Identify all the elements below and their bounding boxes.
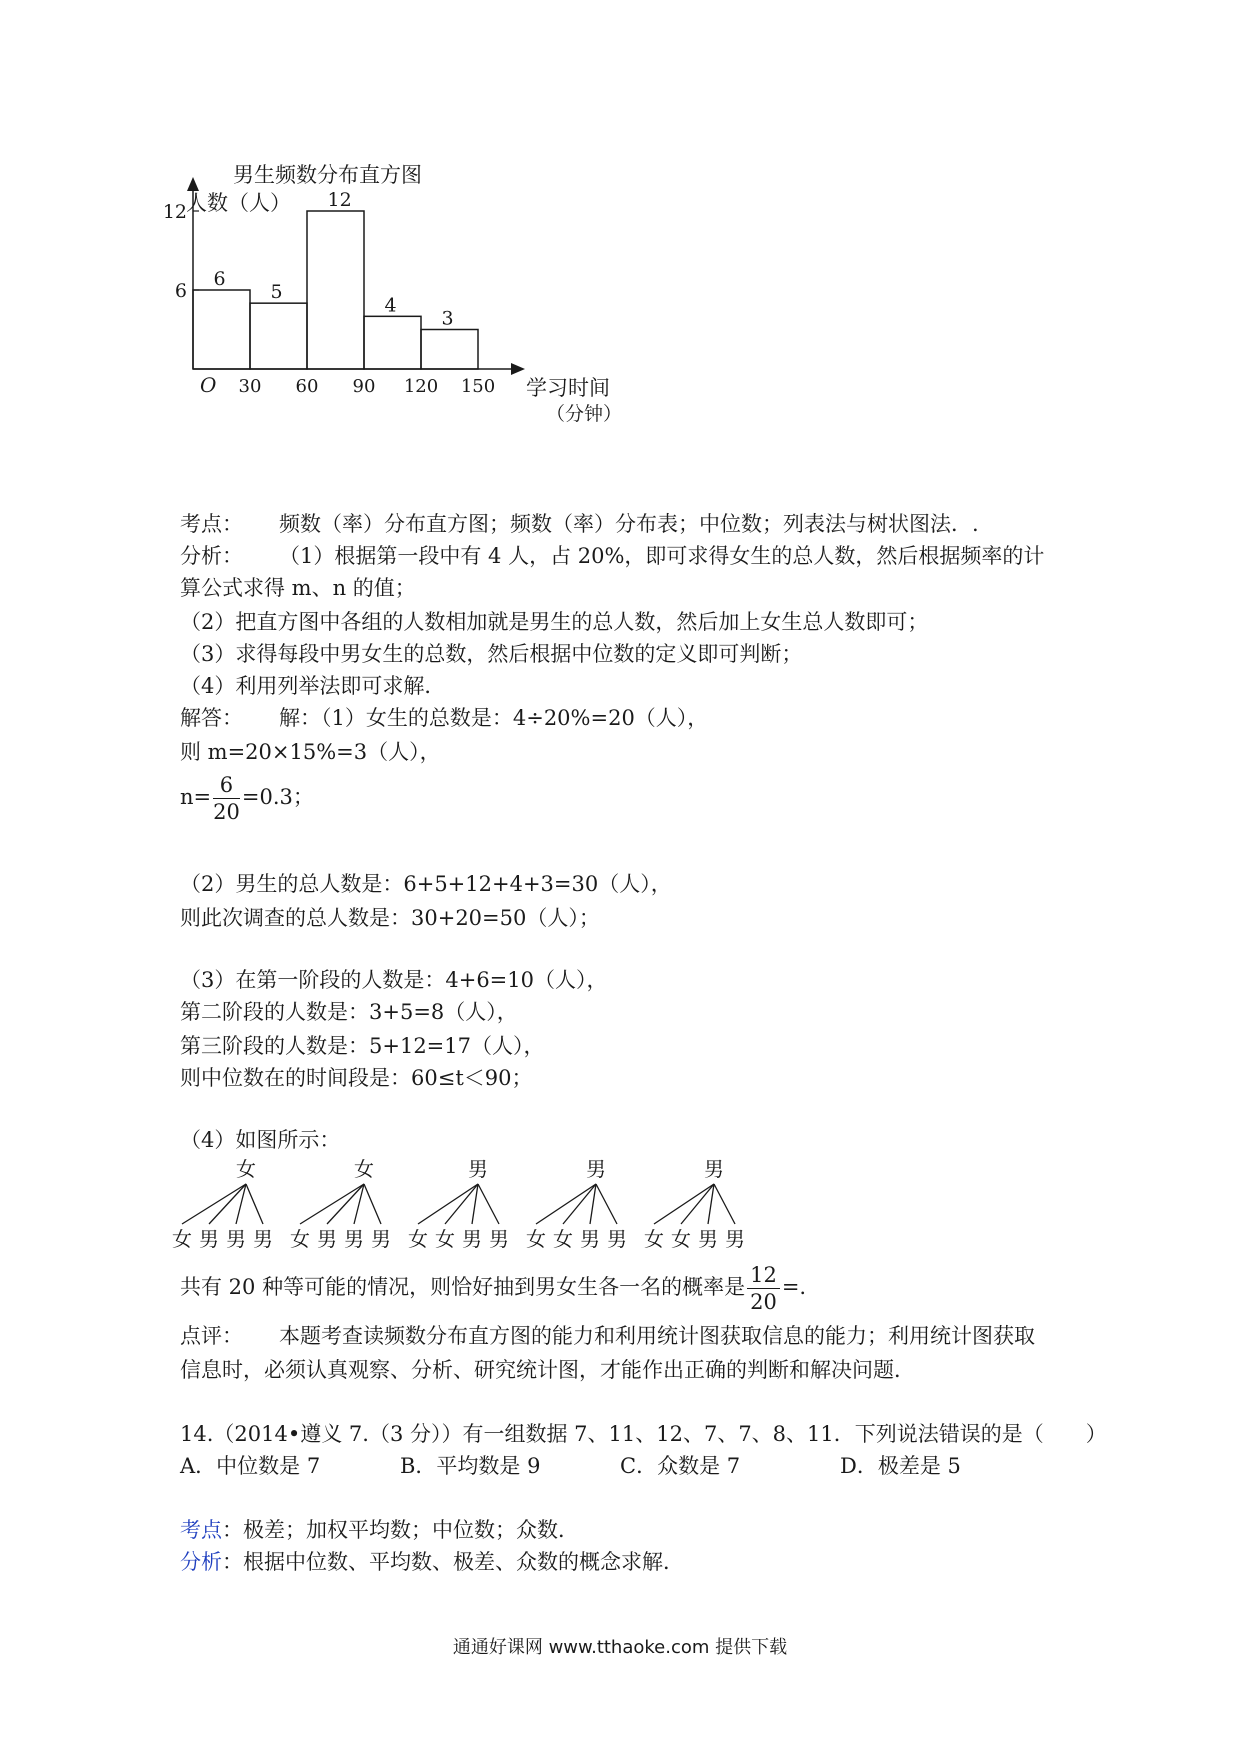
result-fraction bbox=[747, 1262, 780, 1315]
tree-leaf-node: 女 bbox=[172, 1227, 192, 1251]
tree-leaf-node: 男 bbox=[462, 1227, 482, 1251]
fenxi-text-2: 算公式求得 m、n 的值； bbox=[180, 576, 416, 600]
fenxi-line bbox=[180, 542, 1044, 570]
result-suffix: =. bbox=[781, 1275, 807, 1299]
tree-leaf-node: 女 bbox=[526, 1227, 546, 1251]
y-axis-label: 人数（人） bbox=[186, 191, 291, 215]
dianping-line bbox=[180, 1322, 1035, 1350]
tree-leaf-node: 男 bbox=[698, 1227, 718, 1251]
tree-leaf-node: 男 bbox=[344, 1227, 364, 1251]
q14-kaodian-text: ：极差；加权平均数；中位数；众数． bbox=[222, 1518, 579, 1542]
bar-value-label: 6 bbox=[213, 268, 226, 290]
histogram-bar bbox=[421, 330, 478, 370]
fenxi-label: 分析： bbox=[180, 544, 243, 568]
histogram-chart bbox=[162, 160, 800, 460]
q14-option-d: D．极差是 5 bbox=[840, 1454, 961, 1478]
tree-leaf-node: 女 bbox=[408, 1227, 428, 1251]
tree-branch bbox=[246, 1184, 263, 1224]
jieda-line bbox=[180, 704, 708, 732]
tree-leaf-node: 女 bbox=[553, 1227, 573, 1251]
q14-fenxi-label: 分析 bbox=[180, 1550, 222, 1574]
x-tick-label: 90 bbox=[352, 376, 376, 397]
x-axis-unit: （分钟） bbox=[546, 403, 623, 425]
part2-text-1: （2）男生的总人数是：6+5+12+4+3=30（人）， bbox=[180, 872, 672, 896]
n-fraction bbox=[213, 772, 240, 825]
chart-title: 男生频数分布直方图 bbox=[233, 163, 422, 187]
tree-root-node: 女 bbox=[236, 1157, 256, 1181]
tree-leaf-node: 男 bbox=[725, 1227, 745, 1251]
tree-leaf-node: 男 bbox=[607, 1227, 627, 1251]
result-prefix: 共有 20 种等可能的情况，则恰好抽到男女生各一名的概率是 bbox=[180, 1275, 746, 1299]
bar-value-label: 3 bbox=[441, 307, 454, 330]
q14-option-c: C．众数是 7 bbox=[620, 1454, 741, 1478]
q14-fenxi-text: ：根据中位数、平均数、极差、众数的概念求解． bbox=[222, 1550, 684, 1574]
histogram-bar bbox=[307, 211, 364, 369]
y-tick-label: 6 bbox=[174, 280, 187, 302]
origin-label: O bbox=[200, 373, 217, 397]
kaodian-text: 频数（率）分布直方图；频数（率）分布表；中位数；列表法与树状图法．. bbox=[279, 512, 979, 536]
tree-leaf-node: 女 bbox=[290, 1227, 310, 1251]
part4-text-1: （4）如图所示： bbox=[180, 1128, 341, 1152]
x-tick-label: 60 bbox=[295, 376, 319, 397]
dianping-text-2: 信息时，必须认真观察、分析、研究统计图，才能作出正确的判断和解决问题． bbox=[180, 1358, 915, 1382]
x-tick-label: 120 bbox=[403, 376, 439, 397]
y-tick-label: 12 bbox=[162, 201, 187, 223]
fenxi-text-1: （1）根据第一段中有 4 人，占 20%，即可求得女生的总人数，然后根据频率的计 bbox=[279, 544, 1045, 568]
fenxi-text-3: （2）把直方图中各组的人数相加就是男生的总人数，然后加上女生总人数即可； bbox=[180, 610, 929, 634]
part3-text-3: 第三阶段的人数是：5+12=17（人）， bbox=[180, 1034, 545, 1058]
tree-leaf-node: 女 bbox=[644, 1227, 664, 1251]
fenxi-text-4: （3）求得每段中男女生的总数，然后根据中位数的定义即可判断； bbox=[180, 642, 803, 666]
part2-text-2: 则此次调查的总人数是：30+20=50（人）； bbox=[180, 906, 600, 930]
part3-text-1: （3）在第一阶段的人数是：4+6=10（人）， bbox=[180, 968, 608, 992]
dianping-text-1: 本题考查读频数分布直方图的能力和利用统计图获取信息的能力；利用统计图获取 bbox=[279, 1324, 1035, 1348]
n-equation bbox=[180, 772, 314, 825]
x-tick-label: 30 bbox=[238, 376, 262, 397]
q14-kaodian-label: 考点 bbox=[180, 1518, 222, 1542]
tree-leaf-node: 男 bbox=[489, 1227, 509, 1251]
tree-branch bbox=[478, 1184, 499, 1224]
kaodian-label: 考点： bbox=[180, 512, 243, 536]
tree-root-node: 女 bbox=[354, 1157, 374, 1181]
tree-leaf-node: 男 bbox=[371, 1227, 391, 1251]
dianping-label: 点评： bbox=[180, 1324, 243, 1348]
tree-branch bbox=[418, 1184, 478, 1224]
tree-leaf-node: 男 bbox=[253, 1227, 273, 1251]
tree-root-node: 男 bbox=[704, 1157, 724, 1181]
jieda-text-2: 则 m=20×15%=3（人）， bbox=[180, 740, 441, 764]
y-axis-arrow bbox=[187, 177, 199, 191]
tree-branch bbox=[714, 1184, 735, 1224]
jieda-label: 解答： bbox=[180, 706, 243, 730]
result-denominator: 20 bbox=[750, 1290, 777, 1314]
jieda-text-1: 解：（1）女生的总数是：4÷20%=20（人）， bbox=[279, 706, 709, 730]
tree-diagram bbox=[170, 1152, 790, 1252]
q14-option-a: A．中位数是 7 bbox=[180, 1454, 321, 1478]
tree-branch bbox=[364, 1184, 381, 1224]
tree-leaf-node: 女 bbox=[435, 1227, 455, 1251]
tree-leaf-node: 男 bbox=[226, 1227, 246, 1251]
n-numerator: 6 bbox=[213, 772, 240, 799]
n-prefix: n= bbox=[180, 785, 212, 809]
result-line bbox=[180, 1262, 806, 1315]
x-axis-arrow bbox=[511, 363, 525, 375]
x-axis-label: 学习时间 bbox=[526, 376, 610, 400]
tree-branch bbox=[536, 1184, 596, 1224]
histogram-bar bbox=[193, 290, 250, 369]
part3-text-2: 第二阶段的人数是：3+5=8（人）， bbox=[180, 1000, 518, 1024]
n-suffix: =0.3； bbox=[241, 785, 314, 809]
tree-root-node: 男 bbox=[586, 1157, 606, 1181]
fenxi-text-5: （4）利用列举法即可求解． bbox=[180, 674, 446, 698]
histogram-bar bbox=[250, 303, 307, 369]
tree-leaf-node: 男 bbox=[580, 1227, 600, 1251]
histogram-bar bbox=[364, 316, 421, 369]
q14-stem: 14.（2014•遵义 7.（3 分））有一组数据 7、11、12、7、7、8、11．下列说法错误的是（ ） bbox=[180, 1422, 1107, 1446]
tree-branch bbox=[654, 1184, 714, 1224]
tree-leaf-node: 男 bbox=[199, 1227, 219, 1251]
q14-kaodian-line bbox=[180, 1516, 579, 1544]
q14-option-b: B．平均数是 9 bbox=[400, 1454, 541, 1478]
tree-branch bbox=[596, 1184, 617, 1224]
q14-fenxi-line bbox=[180, 1548, 684, 1576]
tree-leaf-node: 女 bbox=[671, 1227, 691, 1251]
x-tick-label: 150 bbox=[460, 376, 496, 397]
page-footer: 通通好课网 www.tthaoke.com 提供下载 bbox=[452, 1637, 788, 1658]
n-denominator: 20 bbox=[213, 800, 240, 824]
kaodian-line bbox=[180, 510, 979, 538]
result-numerator: 12 bbox=[747, 1262, 780, 1289]
tree-root-node: 男 bbox=[468, 1157, 488, 1181]
part3-text-4: 则中位数在的时间段是：60≤t＜90； bbox=[180, 1066, 533, 1090]
bar-value-label: 5 bbox=[270, 281, 283, 304]
tree-leaf-node: 男 bbox=[317, 1227, 337, 1251]
bar-value-label: 4 bbox=[384, 294, 397, 317]
bar-value-label: 12 bbox=[327, 189, 352, 211]
q14-options bbox=[180, 1452, 1060, 1480]
